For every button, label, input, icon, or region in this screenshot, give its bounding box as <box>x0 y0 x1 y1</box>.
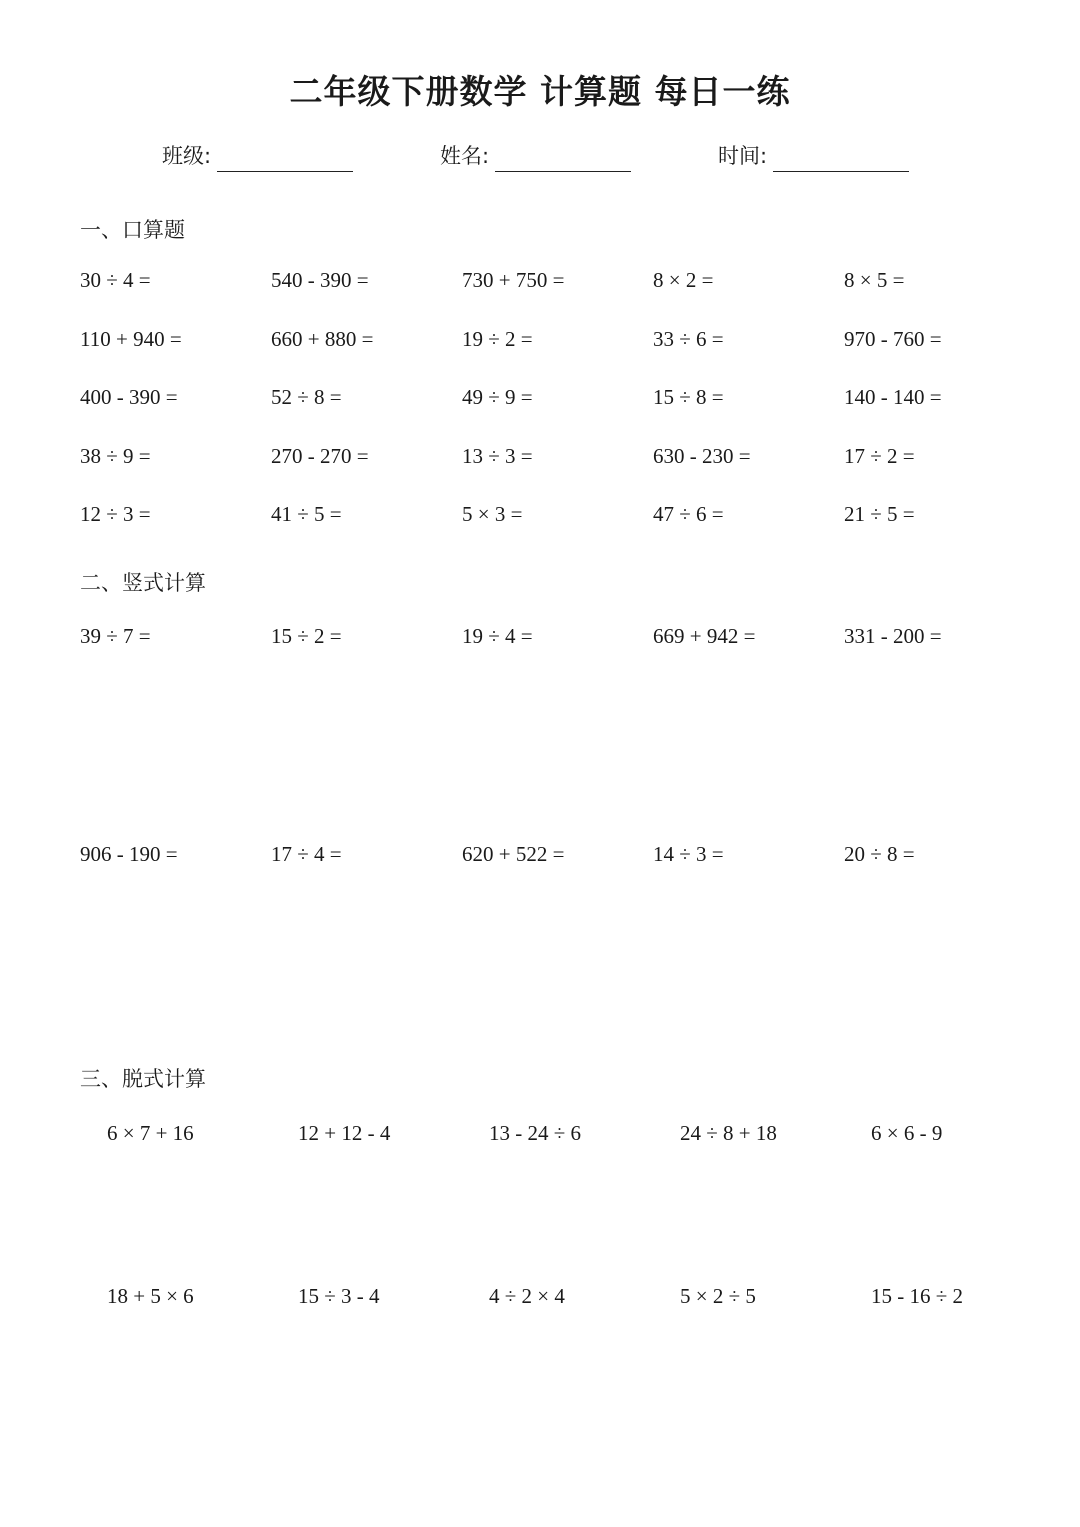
problem: 19 ÷ 2 = <box>462 327 533 351</box>
vertical-row <box>0 619 1080 653</box>
problem: 6 × 6 - 9 <box>871 1121 943 1145</box>
problem: 15 ÷ 8 = <box>653 385 724 409</box>
problem: 4 ÷ 2 × 4 <box>489 1284 565 1308</box>
stepwise-row <box>0 1116 1080 1150</box>
problem: 15 - 16 ÷ 2 <box>871 1284 964 1308</box>
oral-row <box>0 263 1080 297</box>
problem: 970 - 760 = <box>844 327 942 351</box>
problem: 12 ÷ 3 = <box>80 502 151 526</box>
problem: 8 × 5 = <box>844 268 905 292</box>
problem: 8 × 2 = <box>653 268 714 292</box>
problem: 140 - 140 = <box>844 385 942 409</box>
section-vertical-title: 二、竖式计算 <box>80 571 206 595</box>
class-blank-line[interactable] <box>217 141 353 172</box>
problem: 620 + 522 = <box>462 842 565 866</box>
problem: 110 + 940 = <box>80 327 182 351</box>
oral-row <box>0 439 1080 473</box>
problem: 30 ÷ 4 = <box>80 268 151 292</box>
name-field <box>440 140 631 172</box>
problem: 400 - 390 = <box>80 385 178 409</box>
time-blank-line[interactable] <box>773 141 909 172</box>
time-field <box>718 140 909 172</box>
student-info-row <box>0 140 1080 180</box>
page-title: 二年级下册数学 计算题 每日一练 <box>289 72 791 111</box>
vertical-row <box>0 837 1080 871</box>
problem: 41 ÷ 5 = <box>271 502 342 526</box>
problem: 19 ÷ 4 = <box>462 624 533 648</box>
problem: 20 ÷ 8 = <box>844 842 915 866</box>
problem: 13 - 24 ÷ 6 <box>489 1121 582 1145</box>
time-label: 时间: <box>718 144 768 168</box>
problem: 24 ÷ 8 + 18 <box>680 1121 777 1145</box>
problem: 5 × 2 ÷ 5 <box>680 1284 756 1308</box>
problem: 6 × 7 + 16 <box>107 1121 194 1145</box>
class-label: 班级: <box>162 144 212 168</box>
class-field <box>162 140 353 172</box>
problem: 669 + 942 = <box>653 624 756 648</box>
problem: 906 - 190 = <box>80 842 178 866</box>
problem: 660 + 880 = <box>271 327 374 351</box>
stepwise-row <box>0 1279 1080 1313</box>
name-blank-line[interactable] <box>495 141 631 172</box>
oral-row <box>0 497 1080 531</box>
problem: 15 ÷ 2 = <box>271 624 342 648</box>
problem: 331 - 200 = <box>844 624 942 648</box>
problem: 630 - 230 = <box>653 444 751 468</box>
problem: 52 ÷ 8 = <box>271 385 342 409</box>
problem: 540 - 390 = <box>271 268 369 292</box>
oral-row <box>0 380 1080 414</box>
problem: 39 ÷ 7 = <box>80 624 151 648</box>
problem: 21 ÷ 5 = <box>844 502 915 526</box>
problem: 17 ÷ 4 = <box>271 842 342 866</box>
oral-row <box>0 322 1080 356</box>
problem: 17 ÷ 2 = <box>844 444 915 468</box>
problem: 270 - 270 = <box>271 444 369 468</box>
problem: 14 ÷ 3 = <box>653 842 724 866</box>
name-label: 姓名: <box>440 144 490 168</box>
problem: 47 ÷ 6 = <box>653 502 724 526</box>
problem: 13 ÷ 3 = <box>462 444 533 468</box>
problem: 49 ÷ 9 = <box>462 385 533 409</box>
problem: 5 × 3 = <box>462 502 523 526</box>
problem: 38 ÷ 9 = <box>80 444 151 468</box>
problem: 33 ÷ 6 = <box>653 327 724 351</box>
problem: 12 + 12 - 4 <box>298 1121 391 1145</box>
section-stepwise-title: 三、脱式计算 <box>80 1067 206 1091</box>
section-oral-title: 一、口算题 <box>80 218 185 242</box>
problem: 730 + 750 = <box>462 268 565 292</box>
problem: 15 ÷ 3 - 4 <box>298 1284 380 1308</box>
problem: 18 + 5 × 6 <box>107 1284 194 1308</box>
